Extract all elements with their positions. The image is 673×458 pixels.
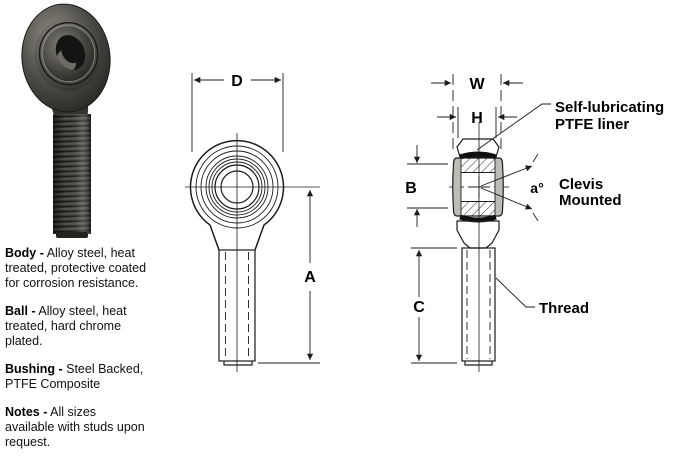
dim-A xyxy=(258,190,320,363)
liner-callout-line1: Self-lubricating xyxy=(555,99,665,116)
dim-label-b: B xyxy=(405,180,417,197)
spec-notes-term: Notes - xyxy=(5,405,48,419)
spec-notes: Notes - All sizes available with studs upon request. xyxy=(5,405,145,449)
section-head xyxy=(453,139,504,248)
side-view xyxy=(405,74,664,372)
section-bottom-race xyxy=(457,221,499,248)
product-photo xyxy=(17,0,116,238)
thread-callout-label: Thread xyxy=(539,300,590,317)
spec-body: Body - Alloy steel, heat treated, protective coated for corrosion resistance. xyxy=(5,246,147,290)
spec-body-term: Body - xyxy=(5,246,44,260)
spec-bushing-term: Bushing - xyxy=(5,362,63,376)
dim-label-w: W xyxy=(469,76,485,93)
dim-label-h: H xyxy=(471,110,483,127)
photo-head xyxy=(17,0,116,116)
spec-ball: Ball - Alloy steel, heat treated, hard chrome plated. xyxy=(5,304,127,348)
spec-ball-term: Ball - xyxy=(5,304,36,318)
liner-leader-line xyxy=(477,104,551,150)
photo-shank xyxy=(50,95,91,238)
callout-liner xyxy=(477,99,664,150)
spec-bushing: Bushing - Steel Backed, PTFE Composite xyxy=(5,362,144,391)
dim-H xyxy=(437,107,517,138)
dim-label-angle: a° xyxy=(530,180,544,196)
dim-label-d: D xyxy=(231,73,243,90)
liner-callout-line2: PTFE liner xyxy=(555,116,630,133)
dim-B xyxy=(405,145,448,227)
thread-leader-line xyxy=(496,278,535,307)
dim-label-c: C xyxy=(413,299,425,316)
material-specs xyxy=(5,246,167,458)
callout-thread xyxy=(496,278,589,317)
clevis-callout-line2: Mounted xyxy=(559,192,622,209)
clevis-callout-line1: Clevis xyxy=(559,176,604,193)
section-shank xyxy=(462,248,495,365)
ptfe-liner-bottom xyxy=(460,217,496,220)
callout-clevis xyxy=(559,176,621,209)
dim-label-a: A xyxy=(304,269,316,286)
front-view xyxy=(185,73,320,372)
dim-C xyxy=(411,248,457,363)
